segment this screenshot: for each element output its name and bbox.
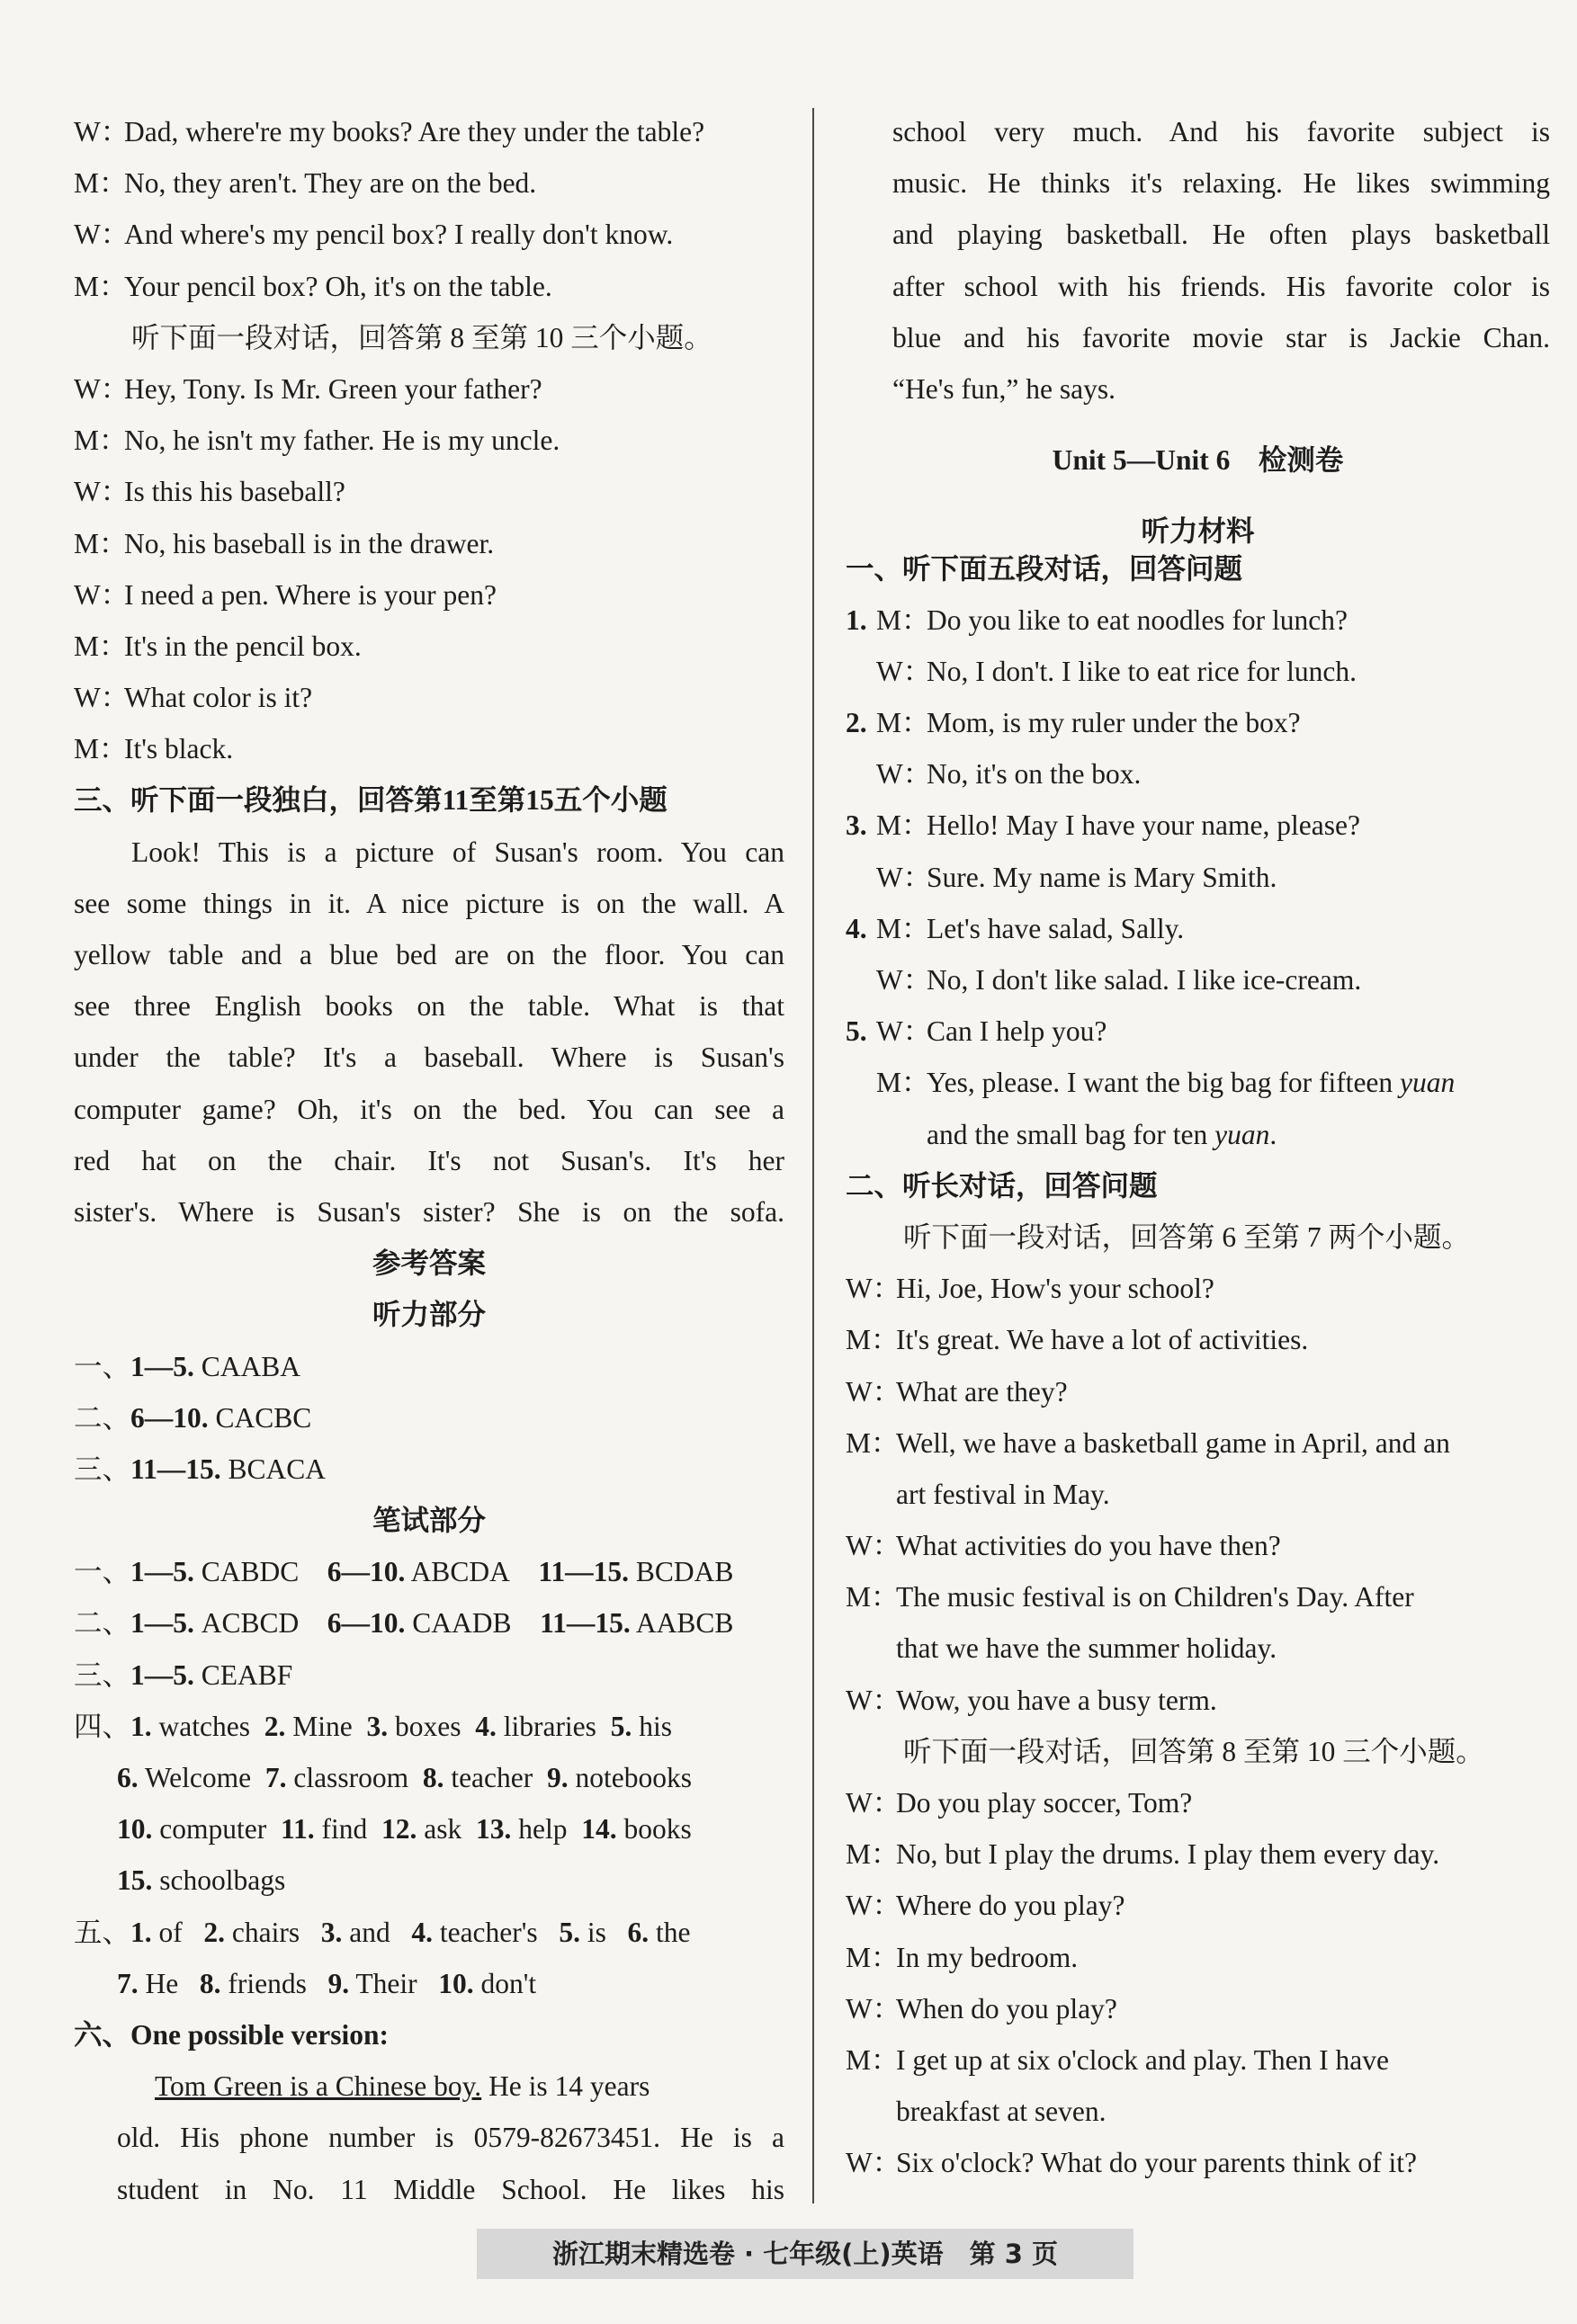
answer-row: 二、1—5. ACBCD 6—10. CAADB 11—15. AABCB — [74, 1607, 734, 1640]
dialogue-line: W：What are they? — [846, 1375, 1068, 1408]
listening-part-title: 听力部分 — [372, 1299, 486, 1331]
dialogue-line: M：Your pencil box? Oh, it's on the table. — [74, 270, 552, 302]
section-heading: 三、听下面一段独白，回答第11至第15五个小题 — [74, 784, 668, 817]
section-heading: 六、One possible version: — [74, 2018, 390, 2051]
answer-row: 五、1. of 2. chairs 3. and 4. teacher's 5. is 6. the — [74, 1916, 691, 1948]
dialogue-line: W：Dad, where're my books? Are they under the table? — [74, 116, 705, 147]
dialogue-line: art festival in May. — [896, 1478, 1110, 1510]
monologue-line: sister's. Where is Susan's sister? She is on the sofa. — [74, 1195, 784, 1228]
dialogue-line: W：Six o'clock? What do your parents think of it? — [846, 2147, 1417, 2179]
monologue-line: yellow table and a blue bed are on the floor. You can — [74, 939, 784, 970]
question-line: W：No, I don't like salad. I like ice-cream. — [876, 964, 1362, 996]
question-line: 5. W：Can I help you? — [846, 1015, 1107, 1048]
monologue-line: see three English books on the table. What is that — [74, 990, 784, 1023]
dialogue-line: breakfast at seven. — [896, 2096, 1107, 2128]
question-line: M：Yes, please. I want the big bag for fifteen yuan — [876, 1067, 1456, 1099]
answer-row: 10. computer 11. find 12. ask 13. help 14. books — [117, 1813, 692, 1846]
dialogue-line: W：Is this his baseball? — [74, 476, 345, 508]
dialogue-line: W：I need a pen. Where is your pen? — [74, 578, 497, 611]
answer-row: 7. He 8. friends 9. Their 10. don't — [117, 1967, 537, 1999]
monologue-line: Look! This is a picture of Susan's room. You can — [131, 836, 784, 868]
right-column — [846, 106, 1550, 2189]
dialogue-line: W：What color is it? — [74, 682, 313, 714]
dialogue-line: M：No, but I play the drums. I play them every day. — [846, 1838, 1440, 1871]
dialogue-line: M：In my bedroom. — [846, 1941, 1079, 1973]
essay-line: school very much. And his favorite subject is — [892, 116, 1550, 147]
essay-line: “He's fun,” he says. — [892, 372, 1116, 405]
essay-line: student in No. 11 Middle School. He likes his — [117, 2173, 784, 2205]
dialogue-line: W：What activities do you have then? — [846, 1530, 1281, 1562]
dialogue-line: M：It's in the pencil box. — [74, 630, 362, 662]
essay-line: Tom Green is a Chinese boy. He is 14 years — [155, 2070, 650, 2103]
dialogue-line: M：The music festival is on Children's Day. After — [846, 1581, 1414, 1613]
instruction: 听下面一段对话，回答第 6 至第 7 两个小题。 — [903, 1220, 1471, 1253]
essay-line: and playing basketball. He often plays basketball — [892, 219, 1550, 251]
answer-row: 四、1. watches 2. Mine 3. boxes 4. libraries 5. his — [74, 1710, 672, 1742]
essay-line: blue and his favorite movie star is Jackie Chan. — [892, 321, 1550, 353]
dialogue-line: M：It's black. — [74, 733, 234, 765]
question-line: 1. M：Do you like to eat noodles for lunch? — [846, 603, 1349, 636]
monologue-line: under the table? It's a baseball. Where is Susan's — [74, 1041, 784, 1074]
dialogue-line: M：Well, we have a basketball game in April, and an — [846, 1426, 1450, 1459]
question-line: W：Sure. My name is Mary Smith. — [876, 861, 1277, 893]
question-line: and the small bag for ten yuan. — [927, 1118, 1277, 1150]
dialogue-line: W：And where's my pencil box? I really don't know. — [74, 219, 674, 251]
monologue-line: computer game? Oh, it's on the bed. You can see a — [74, 1093, 784, 1125]
answer-row: 一、1—5. CAABA — [74, 1350, 301, 1382]
answer-row: 6. Welcome 7. classroom 8. teacher 9. notebooks — [117, 1762, 692, 1793]
dialogue-line: W：When do you play? — [846, 1992, 1117, 2025]
answer-key-title: 参考答案 — [372, 1247, 486, 1280]
essay-line: music. He thinks it's relaxing. He likes swimming — [892, 167, 1550, 200]
answer-row: 三、11—15. BCACA — [74, 1452, 327, 1485]
question-line: 2. M：Mom, is my ruler under the box? — [846, 707, 1301, 739]
dialogue-line: M：No, he isn't my father. He is my uncle. — [74, 425, 560, 457]
instruction: 听下面一段对话，回答第 8 至第 10 三个小题。 — [131, 321, 712, 353]
dialogue-line: W：Hey, Tony. Is Mr. Green your father? — [74, 372, 542, 405]
dialogue-line: M：I get up at six o'clock and play. Then I have — [846, 2043, 1390, 2076]
dialogue-line: W：Hi, Joe, How's your school? — [846, 1273, 1214, 1305]
question-line: 4. M：Let's have salad, Sally. — [846, 912, 1185, 944]
section-heading: 二、听长对话，回答问题 — [846, 1169, 1158, 1202]
dialogue-line: W：Wow, you have a busy term. — [846, 1684, 1217, 1716]
column-divider — [812, 108, 814, 2203]
dialogue-line: that we have the summer holiday. — [896, 1632, 1277, 1665]
question-line: W：No, it's on the box. — [876, 758, 1142, 791]
answer-row: 三、1—5. CEABF — [74, 1658, 293, 1691]
section-heading: 一、听下面五段对话，回答问题 — [846, 552, 1243, 585]
dialogue-line: M：No, his baseball is in the drawer. — [74, 527, 495, 559]
monologue-line: red hat on the chair. It's not Susan's. It's her — [74, 1144, 784, 1176]
answer-row: 二、6—10. CACBC — [74, 1401, 312, 1434]
written-part-title: 笔试部分 — [372, 1505, 486, 1537]
materials-title: 听力材料 — [1141, 515, 1255, 548]
dialogue-line: M：It's great. We have a lot of activities. — [846, 1324, 1309, 1356]
dialogue-line: W：Where do you play? — [846, 1890, 1125, 1922]
left-column — [74, 106, 784, 2215]
instruction: 听下面一段对话，回答第 8 至第 10 三个小题。 — [903, 1735, 1484, 1767]
answer-row: 15. schoolbags — [117, 1864, 286, 1897]
essay-line: after school with his friends. His favorite color is — [892, 270, 1550, 302]
page-footer: 浙江期末精选卷 · 七年级(上)英语 第 3 页 — [477, 2229, 1133, 2279]
monologue-line: see some things in it. A nice picture is on the wall. A — [74, 887, 784, 919]
dialogue-line: W：Do you play soccer, Tom? — [846, 1787, 1193, 1819]
essay-line: old. His phone number is 0579-82673451. He is a — [117, 2122, 784, 2154]
unit-title: Unit 5—Unit 6 检测卷 — [1052, 444, 1344, 477]
question-line: 3. M：Hello! May I have your name, please? — [846, 809, 1360, 842]
question-line: W：No, I don't. I like to eat rice for lunch. — [876, 655, 1357, 687]
answer-row: 一、1—5. CABDC 6—10. ABCDA 11—15. BCDAB — [74, 1556, 734, 1588]
dialogue-line: M：No, they aren't. They are on the bed. — [74, 167, 537, 200]
